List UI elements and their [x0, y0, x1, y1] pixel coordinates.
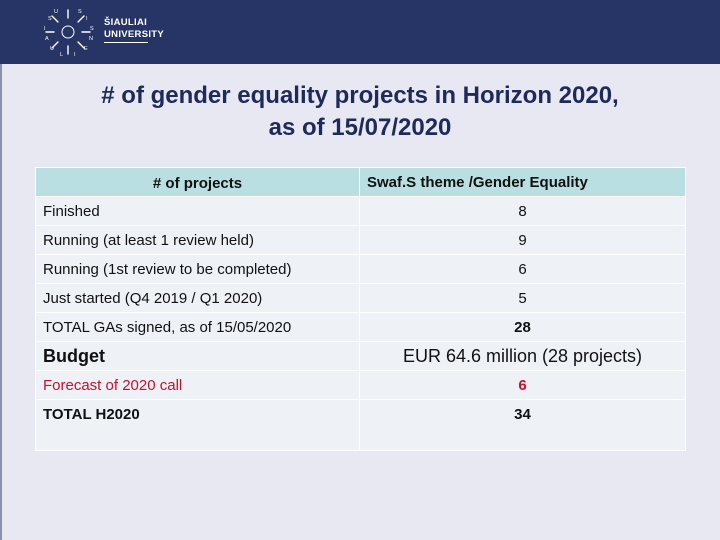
- svg-text:S: S: [78, 9, 82, 15]
- logo-line-2: UNIVERSITY: [104, 29, 165, 40]
- slide-title: [0, 80, 720, 144]
- svg-text:S: S: [90, 26, 94, 32]
- header-bar: [0, 0, 720, 64]
- svg-text:I: I: [74, 52, 76, 58]
- table-row: [36, 255, 686, 284]
- budget-label: Budget: [36, 342, 360, 371]
- logo-wordmark: [104, 17, 164, 41]
- forecast-value: 6: [360, 371, 686, 400]
- svg-text:I: I: [86, 16, 88, 22]
- row-value: 28: [360, 313, 686, 342]
- budget-value: EUR 64.6 million (28 projects): [360, 342, 686, 371]
- svg-text:U: U: [50, 46, 54, 52]
- row-value: 9: [360, 226, 686, 255]
- svg-text:U: U: [54, 9, 58, 15]
- logo-underline: [104, 42, 148, 43]
- row-label: TOTAL GAs signed, as of 15/05/2020: [36, 313, 360, 342]
- row-label: Finished: [36, 197, 360, 226]
- logo-line-1: ŠIAULIAI: [104, 17, 148, 28]
- projects-table: [35, 167, 686, 451]
- svg-text:I: I: [44, 26, 46, 32]
- title-line-1: # of gender equality projects in Horizon 2020,: [101, 82, 619, 109]
- svg-text:L: L: [60, 52, 64, 58]
- row-value: 5: [360, 284, 686, 313]
- table-header-row: [36, 168, 686, 197]
- table-row-budget: [36, 342, 686, 371]
- header-theme: Swaf.S theme /Gender Equality: [360, 168, 686, 197]
- svg-text:E: E: [84, 46, 88, 52]
- table-row: [36, 284, 686, 313]
- svg-text:A: A: [45, 36, 49, 42]
- table-row-total-h2020: [36, 400, 686, 451]
- row-value: 8: [360, 197, 686, 226]
- svg-text:S: S: [48, 16, 52, 22]
- row-label: Running (at least 1 review held): [36, 226, 360, 255]
- table-row: [36, 197, 686, 226]
- forecast-label: Forecast of 2020 call: [36, 371, 360, 400]
- row-label: Running (1st review to be completed): [36, 255, 360, 284]
- title-line-2: as of 15/07/2020: [268, 114, 452, 141]
- row-value: 6: [360, 255, 686, 284]
- row-label: Just started (Q4 2019 / Q1 2020): [36, 284, 360, 313]
- total-value: 34: [360, 400, 686, 451]
- table-row: [36, 226, 686, 255]
- svg-text:N: N: [89, 36, 93, 42]
- table-row-forecast: [36, 371, 686, 400]
- total-label: TOTAL H2020: [36, 400, 360, 451]
- header-projects: # of projects: [36, 168, 360, 197]
- table-row-total-gas: [36, 313, 686, 342]
